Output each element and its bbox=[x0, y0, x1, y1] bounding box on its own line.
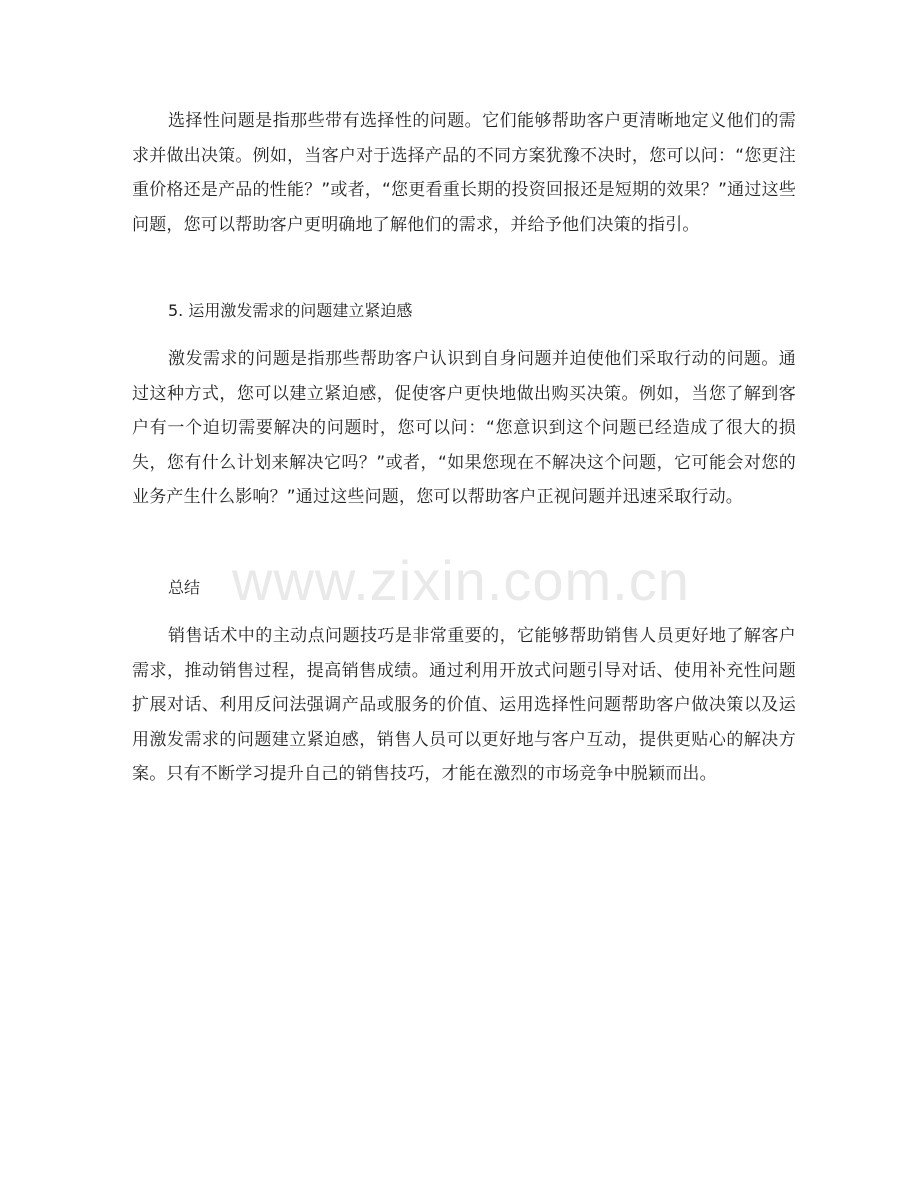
paragraph-summary: 销售话术中的主动点问题技巧是非常重要的，它能够帮助销售人员更好地了解客户需求，推动销售过程，提高销售成绩。通过利用开放式问题引导对话、使用补充性问题扩展对话、利用反问法强调产品或服务的价值、运用选择性问题帮助客户做决策以及运用激发需求的问题建立紧迫感，销售人员可以更好地与客户互动，提供更贴心的解决方案。只有不断学习提升自己的销售技巧，才能在激烈的市场竞争中脱颖而出。 bbox=[132, 626, 796, 784]
paragraph-urgency-questions: 激发需求的问题是指那些帮助客户认识到自身问题并迫使他们采取行动的问题。通过这种方式，您可以建立紧迫感，促使客户更快地做出购买决策。例如，当您了解到客户有一个迫切需要解决的问题时，您可以问：“您意识到这个问题已经造成了很大的损失，您有什么计划来解决它吗？”或者，“如果您现在不解决这个问题，它可能会对您的业务产生什么影响？”通过这些问题，您可以帮助客户正视问题并迅速采取行动。 bbox=[132, 349, 796, 507]
paragraph-selective-questions: 选择性问题是指那些带有选择性的问题。它们能够帮助客户更清晰地定义他们的需求并做出决策。例如，当客户对于选择产品的不同方案犹豫不决时，您可以问：“您更注重价格还是产品的性能？”或者，“您更看重长期的投资回报还是短期的效果？”通过这些问题，您可以帮助客户更明确地了解他们的需求，并给予他们决策的指引。 bbox=[132, 111, 796, 235]
section-heading-summary: 总结 bbox=[168, 578, 201, 597]
watermark: www.zixin.com.cn bbox=[232, 549, 690, 612]
section-heading-5: 5. 运用激发需求的问题建立紧迫感 bbox=[168, 301, 413, 320]
